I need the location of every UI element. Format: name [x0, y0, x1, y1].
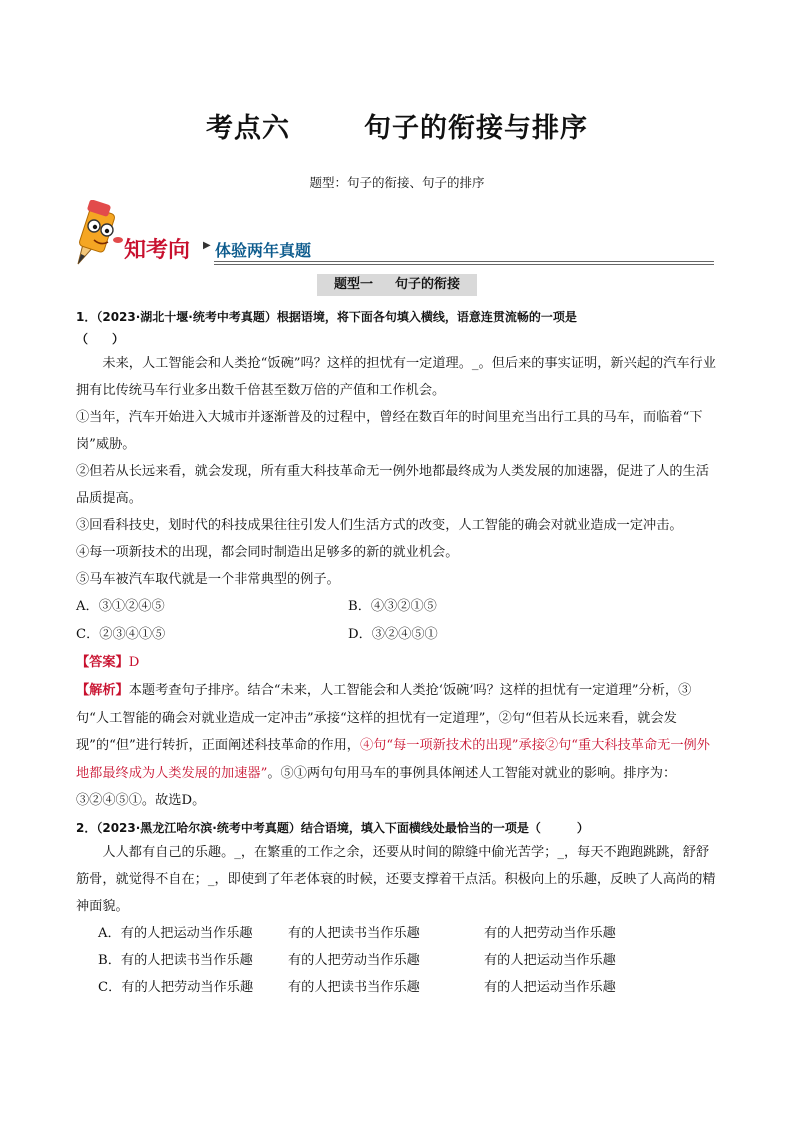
- question-2-heading: 2．（2023·黑龙江哈尔滨·统考中考真题）结合语境，填入下面横线处最恰当的一项是（ ）: [76, 820, 589, 835]
- question-1-paren: （ ）: [76, 332, 125, 346]
- question-1-heading: 1．（2023·湖北十堰·统考中考真题）根据语境，将下面各句填入横线，语意连贯流畅的一项是: [76, 310, 577, 324]
- options-row-2: [76, 621, 720, 649]
- option-a: A．③①②④⑤: [76, 599, 165, 614]
- question-2-options: [76, 920, 720, 1001]
- option-c-3: 有的人把运动当作乐趣: [484, 979, 616, 995]
- page-title: [0, 106, 794, 145]
- option-a-3: 有的人把劳动当作乐趣: [484, 925, 616, 941]
- option-b-1: B．有的人把读书当作乐趣: [98, 952, 253, 968]
- answer: [76, 649, 720, 677]
- sentence-1: ①当年，汽车开始进入大城市并逐渐普及的过程中，曾经在数百年的时间里充当出行工具的马车，而临着“下岗”威胁。: [76, 410, 703, 452]
- option-row: [98, 974, 720, 1001]
- question-1-passage: 未来，人工智能会和人类抢“饭碗”吗？这样的担忧有一定道理。_。但后来的事实证明，新兴起的汽车行业拥有比传统马车行业多出数千倍甚至数万倍的产值和工作机会。: [76, 356, 716, 398]
- sentence-5: ⑤马车被汽车取代就是一个非常典型的例子。: [76, 572, 340, 587]
- analysis-text-1: 本题考查句子排序。结合“未来，人工智能会和人类抢‘饭碗’吗？这样的担忧有一定道理”分析，③句“人工智能的确会对就业造成一定冲击”承接“这样的担忧有一定道理”，②句“但若从长远来看，就会发现”的“但”进行转折，正面阐述科技革命的作用，: [76, 683, 692, 753]
- page-subtitle: 题型：句子的衔接、句子的排序: [309, 175, 485, 190]
- analysis: [76, 677, 720, 815]
- divider: [214, 264, 714, 265]
- banner-title: 知考向: [124, 238, 191, 263]
- sentence-4: ④每一项新技术的出现，都会同时制造出足够多的新的就业机会。: [76, 545, 459, 560]
- option-a-1: A．有的人把运动当作乐趣: [98, 925, 253, 941]
- sentence-3: ③回看科技史，划时代的科技成果往往引发人们生活方式的改变，人工智能的确会对就业造成一定冲击。: [76, 518, 683, 533]
- pencil-mascot-icon: [72, 200, 128, 266]
- analysis-highlight: ④句“每一项新技术的出现”承接②句“重大科技革命无一例外地都最终成为人类发展的加速器”: [76, 738, 710, 781]
- option-row: [98, 920, 720, 947]
- banner-subtitle: 体验两年真题: [215, 241, 312, 260]
- option-c-2: 有的人把读书当作乐趣: [288, 979, 420, 995]
- document-body: [76, 306, 720, 1001]
- option-c-1: C．有的人把劳动当作乐趣: [98, 979, 254, 995]
- divider: [214, 261, 714, 262]
- analysis-label: 【解析】: [76, 683, 129, 698]
- option-b: B．④③②①⑤: [348, 599, 437, 614]
- triangle-right-icon: ▶: [203, 240, 211, 251]
- answer-label: 【答案】: [76, 655, 129, 670]
- section-heading: 题型一 句子的衔接: [317, 274, 477, 296]
- sentence-2: ②但若从长远来看，就会发现，所有重大科技革命无一例外地都最终成为人类发展的加速器，促进了人的生活品质提高。: [76, 464, 709, 506]
- analysis-text-2: 。⑤①两句句用马车的事例具体阐述人工智能对就业的影响。排序为：③②④⑤①。故选D。: [76, 765, 677, 808]
- answer-value: D: [128, 655, 140, 670]
- option-b-3: 有的人把运动当作乐趣: [484, 952, 616, 968]
- option-row: [98, 947, 720, 974]
- title-right: 句子的衔接与排序: [364, 113, 588, 144]
- option-a-2: 有的人把读书当作乐趣: [288, 925, 420, 941]
- options-row-1: [76, 593, 720, 621]
- question-2-passage: 人人都有自己的乐趣。_，在繁重的工作之余，还要从时间的隙缝中偷光苦学；_，每天不跑跑跳跳，舒舒筋骨，就觉得不自在；_，即使到了年老体衰的时候，还要支撑着干点活。积极向上的乐趣，反映了人高尚的精神面貌。: [76, 844, 716, 914]
- option-b-2: 有的人把劳动当作乐趣: [288, 952, 420, 968]
- section-banner: [72, 200, 722, 270]
- option-d: D．③②④⑤①: [348, 627, 438, 642]
- option-c: C．②③④①⑤: [76, 627, 166, 642]
- title-left: 考点六: [206, 113, 290, 144]
